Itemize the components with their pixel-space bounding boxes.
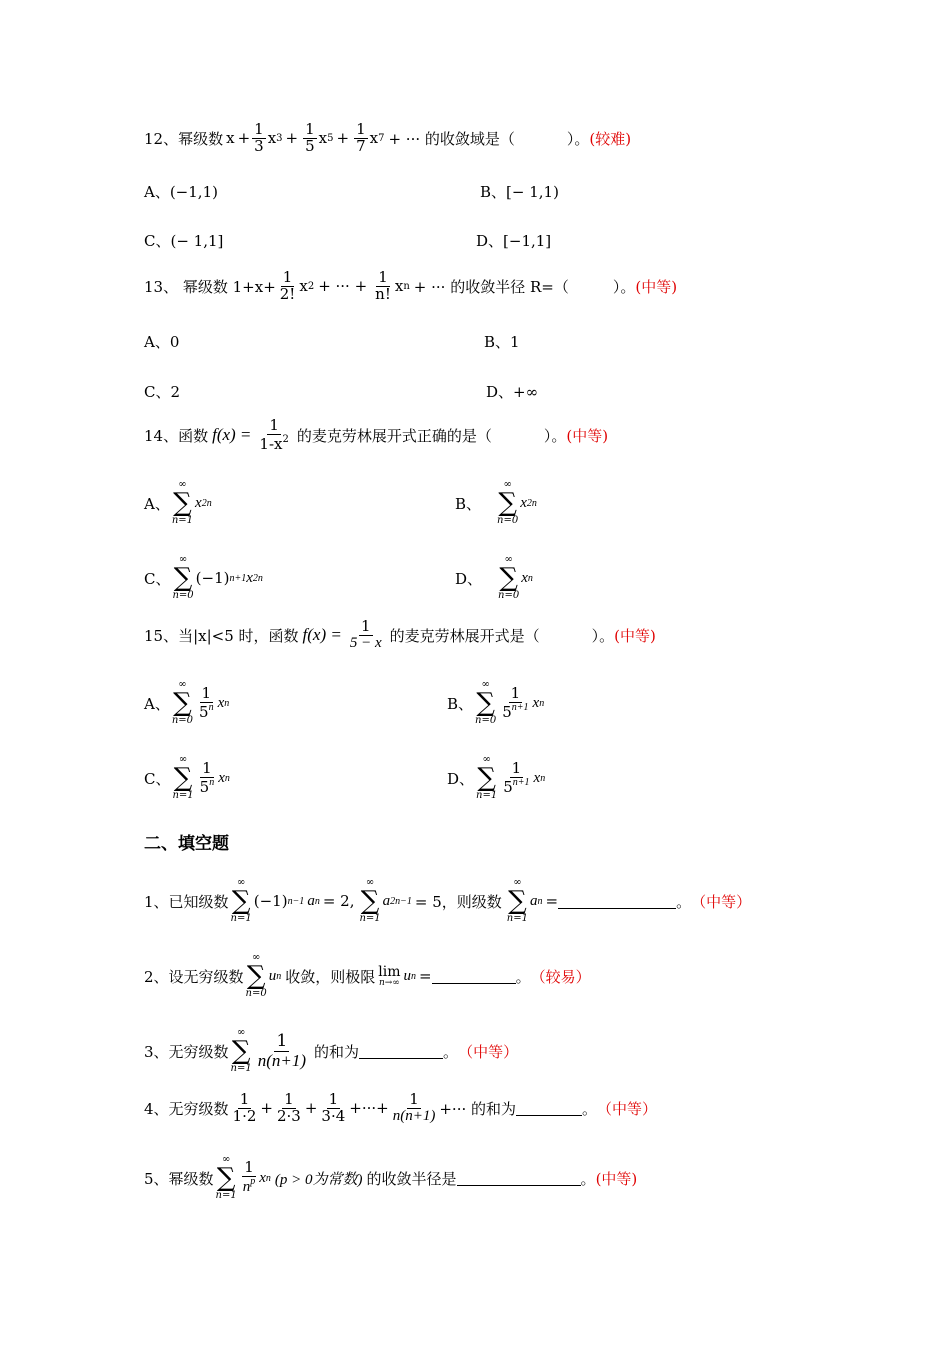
numerator: 1 bbox=[276, 1030, 288, 1051]
plus-sign: + bbox=[285, 129, 299, 148]
difficulty-badge: (较难) bbox=[589, 129, 632, 148]
q15-option-d bbox=[447, 755, 545, 801]
fraction bbox=[197, 683, 216, 721]
sum-symbol: ∞ ∑ n=1 bbox=[506, 877, 528, 924]
sum-upper: ∞ bbox=[178, 754, 188, 765]
var-x: x bbox=[299, 277, 308, 296]
sum-lower: n=1 bbox=[476, 790, 498, 801]
numerator: 1 bbox=[202, 758, 212, 777]
fill-question-2 bbox=[144, 953, 591, 999]
var-x: x bbox=[217, 694, 225, 711]
exponent: n bbox=[265, 1172, 271, 1184]
exponent: n+1 bbox=[512, 776, 530, 788]
exponent: n bbox=[224, 772, 230, 784]
q12-option-b: B、[− 1,1) bbox=[480, 183, 559, 201]
var-x: x bbox=[532, 694, 540, 711]
q14-option-a bbox=[144, 480, 212, 526]
sum-symbol: ∞ ∑ n=0 bbox=[172, 554, 194, 601]
equals: = bbox=[418, 967, 432, 985]
q15-prefix: 15、当|x|<5 时，函数 bbox=[144, 626, 299, 645]
exponent: 3 bbox=[276, 132, 283, 144]
sum-lower: n=1 bbox=[230, 1063, 252, 1074]
option-label: A、 bbox=[144, 694, 170, 713]
function-fx: f(x) = bbox=[212, 425, 252, 445]
f4-prefix: 4、无穷级数 bbox=[144, 1099, 229, 1118]
sum-symbol: ∞ ∑ n=0 bbox=[245, 952, 267, 999]
subscript: n bbox=[537, 895, 543, 907]
subscript: 2n−1 bbox=[390, 895, 412, 907]
answer-blank[interactable] bbox=[516, 1101, 582, 1116]
frac-q14 bbox=[257, 418, 290, 453]
option-label: C、 bbox=[144, 769, 171, 788]
numerator: 1 bbox=[254, 120, 264, 138]
difficulty-badge: (中等) bbox=[566, 426, 609, 445]
option-label: B、 bbox=[455, 494, 482, 513]
fraction bbox=[391, 1092, 438, 1125]
exponent: 2 bbox=[307, 280, 315, 292]
sum-symbol: ∞ ∑ n=0 bbox=[171, 679, 194, 726]
difficulty-badge: （中等） bbox=[597, 1099, 658, 1118]
sum-lower: n=1 bbox=[171, 515, 194, 526]
denominator: 2·3 bbox=[276, 1106, 301, 1125]
q14-option-c bbox=[144, 555, 263, 601]
difficulty-badge: （中等） bbox=[691, 892, 752, 911]
sum-lower: n=0 bbox=[172, 590, 194, 601]
numerator: 1 bbox=[282, 268, 293, 286]
fraction bbox=[500, 683, 530, 721]
subscript: n bbox=[314, 895, 320, 907]
numerator: 1 bbox=[510, 683, 521, 702]
q14-tail: 的麦克劳林展开式正确的是（ bbox=[296, 426, 492, 445]
exponent: 2n bbox=[201, 497, 212, 509]
denominator: n(n+1) bbox=[257, 1050, 307, 1070]
sum-lower: n=1 bbox=[359, 913, 381, 924]
sum-symbol: ∞ ∑ n=1 bbox=[476, 754, 498, 801]
sum-lower: n=1 bbox=[215, 1190, 237, 1201]
term: x bbox=[195, 494, 202, 511]
sum-lower: n=1 bbox=[172, 790, 194, 801]
q14-option-d bbox=[455, 555, 533, 601]
sum-upper: ∞ bbox=[236, 877, 246, 888]
q13-option-b: B、1 bbox=[484, 333, 520, 351]
denominator: 5 bbox=[305, 136, 315, 155]
sum-upper: ∞ bbox=[221, 1154, 231, 1165]
q13-mid: + ··· + bbox=[318, 277, 368, 296]
exponent: n bbox=[224, 697, 230, 709]
period: 。 bbox=[515, 967, 531, 986]
period: 。 bbox=[580, 1169, 596, 1188]
f5-mid: 的收敛半径是 bbox=[366, 1169, 457, 1188]
f4-mid: +··· 的和为 bbox=[439, 1099, 517, 1118]
numerator: 1 bbox=[378, 268, 388, 286]
answer-blank[interactable] bbox=[457, 1171, 581, 1186]
period: 。 bbox=[443, 1042, 459, 1061]
f2-prefix: 2、设无穷级数 bbox=[144, 967, 244, 986]
ellipsis: +···+ bbox=[349, 1099, 389, 1118]
option-label: C、 bbox=[144, 569, 171, 588]
lim-label: lim bbox=[378, 963, 401, 980]
numerator: 1 bbox=[511, 758, 522, 777]
q12-option-c: C、(− 1,1] bbox=[144, 232, 224, 250]
q13-prefix: 13、 幂级数 1+x+ bbox=[144, 277, 276, 296]
q14-close: ）。 bbox=[543, 426, 567, 445]
denominator: 1·2 bbox=[232, 1106, 257, 1125]
q12-tail: + ··· 的收敛域是（ bbox=[388, 129, 515, 148]
numerator: 1 bbox=[269, 416, 279, 434]
exponent: 7 bbox=[378, 132, 385, 144]
frac-1-7 bbox=[354, 122, 368, 155]
denominator bbox=[198, 778, 217, 796]
question-15 bbox=[144, 619, 656, 652]
var-u: u bbox=[403, 967, 411, 984]
answer-blank[interactable] bbox=[432, 969, 516, 984]
var-x: x bbox=[259, 1169, 266, 1186]
denominator bbox=[197, 703, 216, 721]
sum-symbol: ∞ ∑ n=0 bbox=[475, 679, 497, 726]
denominator: 3 bbox=[254, 136, 264, 155]
plus-sign: + bbox=[336, 129, 350, 148]
exponent: n−1 bbox=[287, 895, 305, 907]
numerator: 1 bbox=[409, 1090, 419, 1108]
sum-upper: ∞ bbox=[513, 877, 522, 888]
frac-1-5 bbox=[303, 122, 317, 155]
denominator bbox=[257, 435, 290, 453]
fraction bbox=[275, 1092, 303, 1125]
sum-symbol: ∞ ∑ n=1 bbox=[359, 877, 381, 924]
f2-mid: 收敛，则极限 bbox=[285, 967, 376, 986]
sum-lower: n=0 bbox=[498, 590, 520, 601]
sum-upper: ∞ bbox=[236, 1027, 246, 1038]
fill-question-5 bbox=[144, 1155, 637, 1201]
denominator bbox=[241, 1177, 258, 1196]
q12-option-d: D、[−1,1] bbox=[476, 232, 552, 250]
f3-mid: 的和为 bbox=[314, 1042, 360, 1061]
q12-x: x bbox=[226, 129, 235, 148]
q13-option-c: C、2 bbox=[144, 383, 181, 401]
frac-1-2fact bbox=[278, 270, 298, 303]
var-x: x bbox=[533, 769, 541, 786]
numerator: 1 bbox=[244, 1158, 254, 1177]
exponent: n+1 bbox=[229, 572, 247, 584]
subscript: n bbox=[410, 970, 416, 982]
difficulty-badge: (中等) bbox=[614, 626, 656, 645]
fraction bbox=[241, 1160, 258, 1196]
denominator: 7 bbox=[356, 136, 366, 155]
exponent: p bbox=[250, 1176, 256, 1187]
plus-sign: + bbox=[304, 1099, 318, 1118]
exponent: 5 bbox=[327, 132, 334, 144]
period: 。 bbox=[676, 892, 692, 911]
numerator: 1 bbox=[328, 1090, 339, 1108]
frac-1-nfact bbox=[373, 270, 393, 303]
difficulty-badge: （中等） bbox=[458, 1042, 519, 1061]
equals: = bbox=[545, 892, 559, 910]
f3-prefix: 3、无穷级数 bbox=[144, 1042, 229, 1061]
exponent: 2 bbox=[282, 433, 289, 445]
q15-option-c bbox=[144, 755, 230, 801]
option-label: A、 bbox=[144, 494, 170, 513]
denominator-base: 5 bbox=[502, 702, 512, 721]
exponent: n bbox=[209, 776, 215, 788]
difficulty-badge: (中等) bbox=[635, 277, 678, 296]
q12-close: ）。 bbox=[566, 129, 590, 148]
sum-upper: ∞ bbox=[178, 679, 187, 690]
question-12 bbox=[144, 122, 631, 155]
exponent: n bbox=[540, 772, 546, 784]
sum-lower: n=1 bbox=[506, 913, 528, 924]
q13-tail: + ··· 的收敛半径 R=（ bbox=[413, 277, 569, 296]
denominator bbox=[501, 778, 531, 796]
sum-upper: ∞ bbox=[365, 877, 375, 888]
sum-upper: ∞ bbox=[251, 952, 261, 963]
sum-upper: ∞ bbox=[503, 479, 512, 490]
fraction bbox=[231, 1092, 259, 1125]
denominator: n(n+1) bbox=[392, 1107, 436, 1124]
term: (−1) bbox=[195, 569, 230, 587]
sum-lower: n=0 bbox=[245, 988, 267, 999]
sum-lower: n=0 bbox=[497, 515, 519, 526]
fill-question-1 bbox=[144, 878, 751, 924]
difficulty-badge: (中等) bbox=[595, 1169, 638, 1188]
numerator: 1 bbox=[360, 617, 371, 635]
q15-option-b bbox=[447, 680, 544, 726]
q15-close: ）。 bbox=[591, 626, 615, 645]
q14-prefix: 14、函数 bbox=[144, 426, 209, 445]
option-label: B、 bbox=[447, 694, 474, 713]
term: (−1) bbox=[253, 892, 288, 910]
numerator: 1 bbox=[239, 1090, 250, 1108]
sum-upper: ∞ bbox=[481, 679, 490, 690]
denominator-base: 5 bbox=[199, 702, 209, 721]
denominator: 2! bbox=[279, 284, 296, 303]
q15-tail: 的麦克劳林展开式是（ bbox=[389, 626, 540, 645]
exponent: 2n bbox=[526, 497, 537, 509]
frac-1-3 bbox=[252, 122, 266, 155]
fraction bbox=[198, 758, 217, 796]
equals: = 2, bbox=[322, 892, 355, 910]
sum-symbol: ∞ ∑ n=1 bbox=[230, 1027, 252, 1074]
q13-option-d: D、+∞ bbox=[486, 383, 539, 401]
var-u: u bbox=[268, 967, 277, 984]
denominator: 5 − x bbox=[349, 634, 382, 651]
sum-lower: n=0 bbox=[475, 715, 497, 726]
numerator: 1 bbox=[305, 120, 315, 138]
term: x bbox=[520, 494, 527, 511]
denominator-base: 5 bbox=[503, 777, 513, 796]
exponent: 2n bbox=[252, 572, 263, 584]
var-x: x bbox=[394, 277, 404, 296]
exponent: n bbox=[208, 701, 214, 713]
q12-option-a: A、(−1,1) bbox=[144, 183, 218, 201]
q13-option-a: A、0 bbox=[144, 333, 180, 351]
sum-symbol: ∞ ∑ n=1 bbox=[215, 1154, 237, 1201]
var-x: x bbox=[318, 129, 328, 148]
var-x: x bbox=[218, 769, 225, 786]
exponent: n bbox=[539, 697, 545, 709]
denominator: n! bbox=[375, 284, 391, 303]
sum-upper: ∞ bbox=[178, 479, 187, 490]
numerator: 1 bbox=[356, 120, 366, 138]
denominator-base: 1-x bbox=[259, 434, 283, 453]
sum-upper: ∞ bbox=[504, 554, 513, 565]
var-a: a bbox=[382, 892, 391, 909]
fill-question-3 bbox=[144, 1028, 518, 1074]
section-heading: 二、填空题 bbox=[144, 834, 229, 854]
difficulty-badge: （较易） bbox=[530, 967, 591, 986]
denominator: 3·4 bbox=[321, 1106, 346, 1125]
sum-symbol: ∞ ∑ n=1 bbox=[172, 754, 194, 801]
fraction bbox=[501, 758, 531, 796]
sum-symbol: ∞ ∑ n=0 bbox=[497, 479, 519, 526]
plus-sign: + bbox=[237, 129, 251, 148]
answer-blank[interactable] bbox=[359, 1044, 443, 1059]
exponent: n+1 bbox=[511, 701, 529, 713]
lim-subscript: n→∞ bbox=[378, 977, 400, 988]
fraction bbox=[256, 1030, 308, 1070]
option-label: D、 bbox=[455, 569, 483, 588]
q15-option-a bbox=[144, 680, 229, 726]
denominator bbox=[500, 703, 530, 721]
fraction bbox=[319, 1092, 347, 1125]
term: x bbox=[521, 569, 528, 586]
limit bbox=[378, 965, 400, 988]
equals: = 5，则级数 bbox=[414, 892, 502, 911]
exponent: n bbox=[403, 280, 410, 292]
f1-prefix: 1、已知级数 bbox=[144, 892, 229, 911]
question-13 bbox=[144, 270, 677, 303]
exponent: n bbox=[527, 572, 533, 584]
sum-symbol: ∞ ∑ n=1 bbox=[230, 877, 252, 924]
frac-q15 bbox=[348, 619, 384, 652]
question-14 bbox=[144, 418, 608, 453]
var-a: a bbox=[529, 892, 538, 909]
function-fx: f(x) = bbox=[302, 625, 342, 645]
period: 。 bbox=[582, 1099, 598, 1118]
numerator: 1 bbox=[201, 683, 212, 702]
subscript: n bbox=[276, 970, 282, 982]
sum-symbol: ∞ ∑ n=0 bbox=[498, 554, 520, 601]
sum-symbol: ∞ ∑ n=1 bbox=[171, 479, 194, 526]
var-x: x bbox=[267, 129, 277, 148]
q14-option-b bbox=[455, 480, 537, 526]
var-x: x bbox=[369, 129, 379, 148]
var-x: x bbox=[246, 569, 253, 586]
plus-sign: + bbox=[260, 1099, 273, 1118]
option-label: D、 bbox=[447, 769, 475, 788]
var-a: a bbox=[307, 892, 315, 909]
numerator: 1 bbox=[284, 1090, 294, 1108]
denominator-base: n bbox=[242, 1179, 251, 1195]
condition: (p > 0为常数) bbox=[274, 1171, 363, 1188]
q12-prefix: 12、幂级数 bbox=[144, 129, 224, 148]
f5-prefix: 5、幂级数 bbox=[144, 1169, 214, 1188]
q13-close: ）。 bbox=[612, 277, 636, 296]
answer-blank[interactable] bbox=[558, 894, 676, 909]
sum-lower: n=1 bbox=[230, 913, 252, 924]
denominator-base: 5 bbox=[199, 777, 210, 796]
sum-lower: n=0 bbox=[171, 715, 194, 726]
sum-upper: ∞ bbox=[178, 554, 188, 565]
fill-question-4 bbox=[144, 1092, 657, 1125]
sum-upper: ∞ bbox=[482, 754, 491, 765]
